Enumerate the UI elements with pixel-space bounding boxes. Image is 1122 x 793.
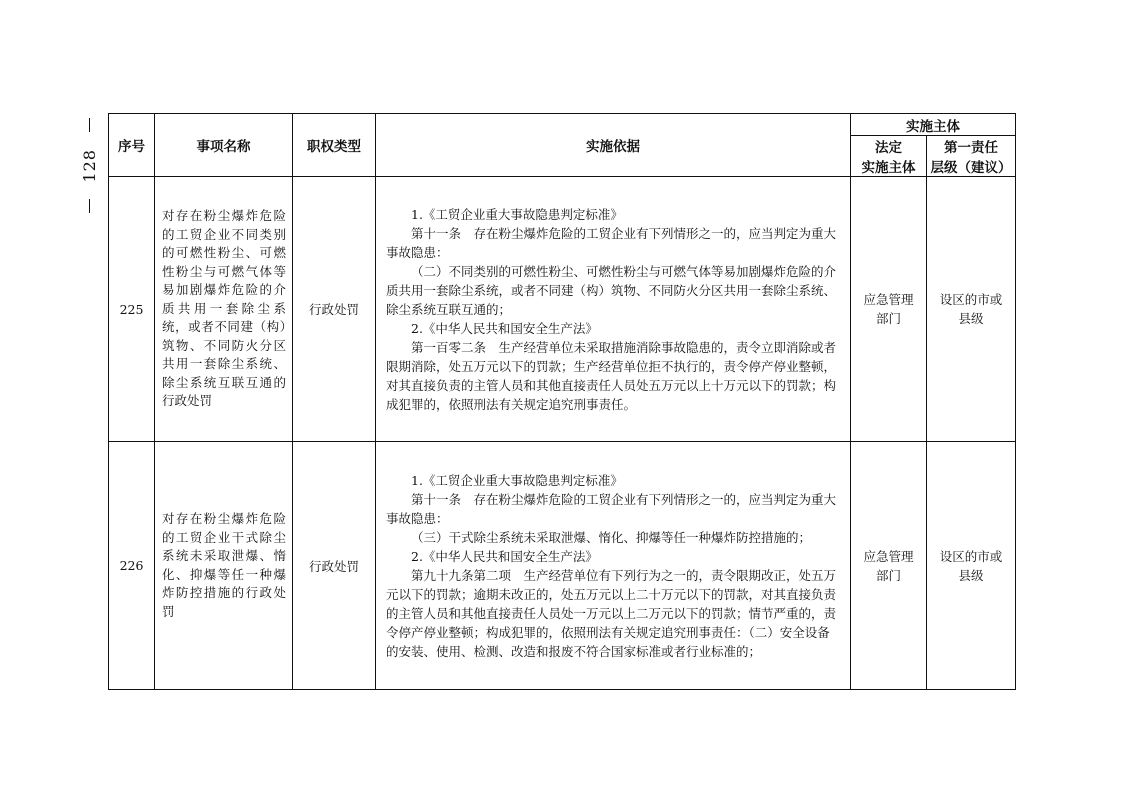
header-legal-subject-line2: 实施主体: [861, 160, 916, 176]
row-level-line1: 设区的市或: [939, 292, 1003, 307]
header-basis: 实施依据: [376, 114, 851, 177]
header-responsibility-level: [927, 136, 1016, 177]
row-seq: 225: [109, 177, 155, 442]
table-row: [109, 442, 1016, 690]
basis-line: 第十一条 存在粉尘爆炸危险的工贸企业有下列情形之一的，应当判定为重大事故隐患：: [386, 225, 837, 260]
row-item-name: 对存在粉尘爆炸危险的工贸企业干式除尘系统未采取泄爆、惰化、抑爆等任一种爆炸防控措施的行政处罚: [162, 511, 286, 619]
implementation-table: [108, 113, 1016, 690]
header-seq: 序号: [109, 114, 155, 177]
basis-line: （二）不同类别的可燃性粉尘、可燃性粉尘与可燃气体等易加剧爆炸危险的介质共用一套除尘系统，或者不同建（构）筑物、不同防火分区共用一套除尘系统、除尘系统互联互通的；: [386, 263, 837, 317]
row-legal-subject: [851, 177, 927, 442]
row-legal-subject-line2: 部门: [875, 311, 901, 326]
row-item-name: 对存在粉尘爆炸危险的工贸企业不同类别的可燃性粉尘、可燃性粉尘与可燃气体等易加剧爆炸危险的介质共用一套除尘系统，或者不同建（构）筑物、不同防火分区共用一套除尘系统、除尘系统互联互通的行政处罚: [162, 208, 286, 409]
header-item-name: 事项名称: [155, 114, 293, 177]
basis-line: （三）干式除尘系统未采取泄爆、惰化、抑爆等任一种爆炸防控措施的；: [411, 529, 812, 545]
row-seq: 226: [109, 442, 155, 690]
row-basis-cell: [376, 177, 851, 442]
header-power-type: 职权类型: [293, 114, 376, 177]
header-level-line2: 层级（建议）: [930, 160, 1012, 176]
row-basis-cell: [376, 442, 851, 690]
basis-line: 第九十九条第二项 生产经营单位有下列行为之一的，责令限期改正，处五万元以下的罚款；逾期未改正的，处五万元以上二十万元以下的罚款，对其直接负责的主管人员和其他直接责任人员处一万元以上二万元以下的罚款；情节严重的，责令停产停业整顿；构成犯罪的，依照刑法有关规定追究刑事责任：（二）安全设备的安装、使用、检测、改造和报废不符合国家标准或者行业标准的；: [386, 567, 837, 659]
row-power-type: 行政处罚: [293, 177, 376, 442]
basis-line: 第十一条 存在粉尘爆炸危险的工贸企业有下列情形之一的，应当判定为重大事故隐患：: [386, 491, 837, 526]
row-legal-subject-line1: 应急管理: [863, 548, 914, 564]
row-legal-subject-line2: 部门: [875, 567, 901, 583]
row-level-line2: 县级: [958, 311, 984, 326]
basis-line: 第一百零二条 生产经营单位未采取措施消除事故隐患的，责令立即消除或者限期消除，处五万元以下的罚款；生产经营单位拒不执行的，责令停产停业整顿，对其直接负责的主管人员和其他直接责任人员处五万元以上十万元以下的罚款；构成犯罪的，依照刑法有关规定追究刑事责任。: [386, 339, 837, 412]
row-item-name-cell: [155, 177, 293, 442]
header-subject: 实施主体: [851, 114, 1016, 136]
row-item-name-cell: [155, 442, 293, 690]
row-responsibility-level: [927, 442, 1016, 690]
page-number: [78, 118, 100, 213]
row-level-line2: 县级: [958, 567, 984, 583]
page-number-dash-top: [89, 118, 90, 132]
header-legal-subject-line1: 法定: [875, 140, 902, 156]
basis-line: 2.《中华人民共和国安全生产法》: [411, 548, 598, 564]
page-number-dash-bottom: [89, 199, 90, 213]
header-legal-subject: [851, 136, 927, 177]
basis-line: 2.《中华人民共和国安全生产法》: [411, 320, 598, 336]
basis-line: 1.《工贸企业重大事故隐患判定标准》: [411, 206, 623, 222]
row-level-line1: 设区的市或: [939, 548, 1003, 564]
table-row: [109, 177, 1016, 442]
row-legal-subject: [851, 442, 927, 690]
basis-line: 1.《工贸企业重大事故隐患判定标准》: [411, 472, 623, 488]
row-power-type: 行政处罚: [293, 442, 376, 690]
row-legal-subject-line1: 应急管理: [863, 292, 914, 307]
header-level-line1: 第一责任: [944, 140, 998, 156]
row-responsibility-level: [927, 177, 1016, 442]
page-number-text: 128: [79, 148, 99, 183]
